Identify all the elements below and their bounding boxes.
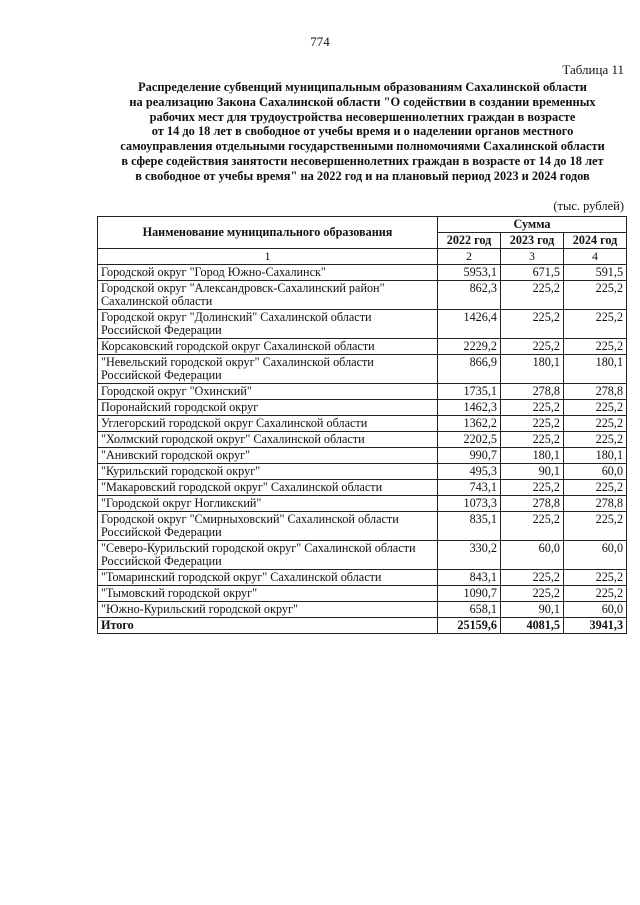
amount-2023: 180,1 — [501, 448, 564, 464]
amount-2023: 225,2 — [501, 570, 564, 586]
subventions-table — [97, 216, 627, 634]
amount-2023: 225,2 — [501, 512, 564, 541]
table-row — [98, 541, 627, 570]
header-sum: Сумма — [438, 217, 627, 233]
table-row — [98, 281, 627, 310]
amount-2023: 4081,5 — [501, 618, 564, 634]
amount-2022: 1362,2 — [438, 416, 501, 432]
table-row — [98, 265, 627, 281]
amount-2022: 1090,7 — [438, 586, 501, 602]
amount-2024: 225,2 — [564, 310, 627, 339]
title-line: рабочих мест для трудоустройства несовершеннолетних граждан в возрасте — [149, 109, 576, 124]
table-body — [98, 249, 627, 634]
table-row — [98, 310, 627, 339]
column-index: 3 — [501, 249, 564, 265]
municipality-name: Городской округ "Охинский" — [98, 384, 438, 400]
amount-2022: 5953,1 — [438, 265, 501, 281]
header-year-2022: 2022 год — [438, 233, 501, 249]
amount-2024: 278,8 — [564, 496, 627, 512]
table-row — [98, 570, 627, 586]
amount-2023: 225,2 — [501, 281, 564, 310]
total-row — [98, 618, 627, 634]
amount-2024: 60,0 — [564, 464, 627, 480]
amount-2024: 225,2 — [564, 400, 627, 416]
amount-2023: 180,1 — [501, 355, 564, 384]
table-row — [98, 400, 627, 416]
amount-2022: 1462,3 — [438, 400, 501, 416]
amount-2022: 743,1 — [438, 480, 501, 496]
municipality-name: "Макаровский городской округ" Сахалинской области — [98, 480, 438, 496]
title-line: в сфере содействия занятости несовершеннолетних граждан в возрасте от 14 до 18 лет — [121, 153, 604, 168]
municipality-name: "Томаринский городской округ" Сахалинской области — [98, 570, 438, 586]
amount-2024: 225,2 — [564, 281, 627, 310]
municipality-name: Городской округ "Смирныховский" Сахалинской области Российской Федерации — [98, 512, 438, 541]
amount-2023: 278,8 — [501, 384, 564, 400]
municipality-name: Городской округ "Долинский" Сахалинской области Российской Федерации — [98, 310, 438, 339]
amount-2024: 60,0 — [564, 602, 627, 618]
header-row — [98, 217, 627, 233]
municipality-name: "Анивский городской округ" — [98, 448, 438, 464]
amount-2023: 225,2 — [501, 432, 564, 448]
municipality-name: "Невельский городской округ" Сахалинской области Российской Федерации — [98, 355, 438, 384]
header-year-2024: 2024 год — [564, 233, 627, 249]
amount-2022: 495,3 — [438, 464, 501, 480]
amount-2024: 225,2 — [564, 339, 627, 355]
title-line: от 14 до 18 лет в свободное от учебы время и о наделении органов местного — [151, 124, 574, 139]
amount-2023: 60,0 — [501, 541, 564, 570]
amount-2022: 2229,2 — [438, 339, 501, 355]
table-label: Таблица 11 — [562, 62, 624, 77]
table-row — [98, 586, 627, 602]
amount-2022: 2202,5 — [438, 432, 501, 448]
table-row — [98, 339, 627, 355]
municipality-name: "Городской округ Ногликский" — [98, 496, 438, 512]
municipality-name: Городской округ "Город Южно-Сахалинск" — [98, 265, 438, 281]
column-index: 2 — [438, 249, 501, 265]
header-year-2023: 2023 год — [501, 233, 564, 249]
amount-2024: 591,5 — [564, 265, 627, 281]
municipality-name: "Тымовский городской округ" — [98, 586, 438, 602]
amount-2024: 180,1 — [564, 448, 627, 464]
amount-2024: 225,2 — [564, 480, 627, 496]
document-title — [95, 80, 630, 184]
amount-2023: 225,2 — [501, 586, 564, 602]
amount-2024: 225,2 — [564, 586, 627, 602]
table-row — [98, 602, 627, 618]
table-row — [98, 432, 627, 448]
column-index: 1 — [98, 249, 438, 265]
amount-2022: 1073,3 — [438, 496, 501, 512]
amount-2022: 1735,1 — [438, 384, 501, 400]
column-index: 4 — [564, 249, 627, 265]
amount-2024: 225,2 — [564, 570, 627, 586]
title-line: на реализацию Закона Сахалинской области "О содействии в создании временных — [129, 94, 596, 109]
municipality-name: Поронайский городской округ — [98, 400, 438, 416]
amount-2023: 225,2 — [501, 416, 564, 432]
column-index-row — [98, 249, 627, 265]
table-row — [98, 512, 627, 541]
amount-2024: 180,1 — [564, 355, 627, 384]
amount-2022: 25159,6 — [438, 618, 501, 634]
amount-2022: 990,7 — [438, 448, 501, 464]
amount-2023: 225,2 — [501, 310, 564, 339]
amount-2024: 278,8 — [564, 384, 627, 400]
municipality-name: "Южно-Курильский городской округ" — [98, 602, 438, 618]
amount-2022: 835,1 — [438, 512, 501, 541]
municipality-name: Углегорский городской округ Сахалинской области — [98, 416, 438, 432]
table-row — [98, 464, 627, 480]
amount-2024: 225,2 — [564, 432, 627, 448]
amount-2024: 225,2 — [564, 416, 627, 432]
table-row — [98, 384, 627, 400]
amount-2022: 658,1 — [438, 602, 501, 618]
amount-2023: 225,2 — [501, 339, 564, 355]
amount-2024: 225,2 — [564, 512, 627, 541]
amount-2023: 671,5 — [501, 265, 564, 281]
table-row — [98, 355, 627, 384]
table-row — [98, 416, 627, 432]
table-row — [98, 480, 627, 496]
municipality-name: "Холмский городской округ" Сахалинской области — [98, 432, 438, 448]
amount-2022: 330,2 — [438, 541, 501, 570]
title-line: в свободное от учебы время" на 2022 год и на плановый период 2023 и 2024 годов — [135, 168, 590, 183]
amount-2022: 866,9 — [438, 355, 501, 384]
amount-2022: 1426,4 — [438, 310, 501, 339]
municipality-name: "Курильский городской округ" — [98, 464, 438, 480]
table-row — [98, 496, 627, 512]
amount-2022: 862,3 — [438, 281, 501, 310]
amount-2023: 90,1 — [501, 464, 564, 480]
amount-2023: 225,2 — [501, 400, 564, 416]
amount-2023: 225,2 — [501, 480, 564, 496]
municipality-name: Корсаковский городской округ Сахалинской области — [98, 339, 438, 355]
municipality-name: Городской округ "Александровск-Сахалинский район" Сахалинской области — [98, 281, 438, 310]
title-line: самоуправления отдельными государственными полномочиями Сахалинской области — [120, 139, 605, 154]
municipality-name: "Северо-Курильский городской округ" Сахалинской области Российской Федерации — [98, 541, 438, 570]
amount-2024: 60,0 — [564, 541, 627, 570]
amount-2022: 843,1 — [438, 570, 501, 586]
title-line: Распределение субвенций муниципальным образованиям Сахалинской области — [138, 80, 587, 94]
municipality-name: Итого — [98, 618, 438, 634]
page-number: 774 — [310, 34, 330, 49]
units-label: (тыс. рублей) — [553, 199, 624, 213]
amount-2023: 90,1 — [501, 602, 564, 618]
table-row — [98, 448, 627, 464]
header-name: Наименование муниципального образования — [98, 217, 438, 249]
amount-2023: 278,8 — [501, 496, 564, 512]
amount-2024: 3941,3 — [564, 618, 627, 634]
